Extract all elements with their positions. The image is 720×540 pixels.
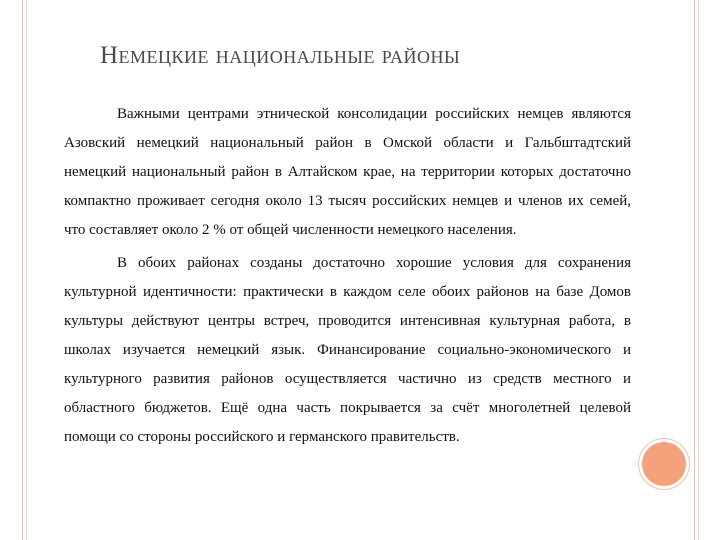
slide-body: [64, 100, 631, 452]
decorative-circle: [642, 442, 686, 486]
frame-line-left: [22, 0, 23, 540]
paragraph-1: Важными центрами этнической консолидации российских немцев являются Азовский немецкий национальный район в Омской области и Гальбштадтский немецкий национальный район в Алтайском крае, на территории которых достаточно компактно проживает сегодня около 13 тысяч российских немцев и членов их семей, что составляет около 2 % от общей численности немецкого населения.: [64, 106, 631, 238]
frame-line-right: [694, 0, 695, 540]
frame-line-left-inner: [26, 0, 27, 540]
slide-title: Немецкие национальные районы: [100, 42, 461, 69]
frame-line-right-inner: [698, 0, 699, 540]
paragraph-2: В обоих районах созданы достаточно хорошие условия для сохранения культурной идентичности: практически в каждом селе обоих районов на базе Домов культуры действуют центры встреч, проводится интенсивная культурная работа, в школах изучается немецкий язык. Финансирование социально-экономического и культурного развития районов осуществляется частично из средств местного и областного бюджетов. Ещё одна часть покрывается за счёт многолетней целевой помощи со стороны российского и германского правительств.: [64, 255, 631, 445]
